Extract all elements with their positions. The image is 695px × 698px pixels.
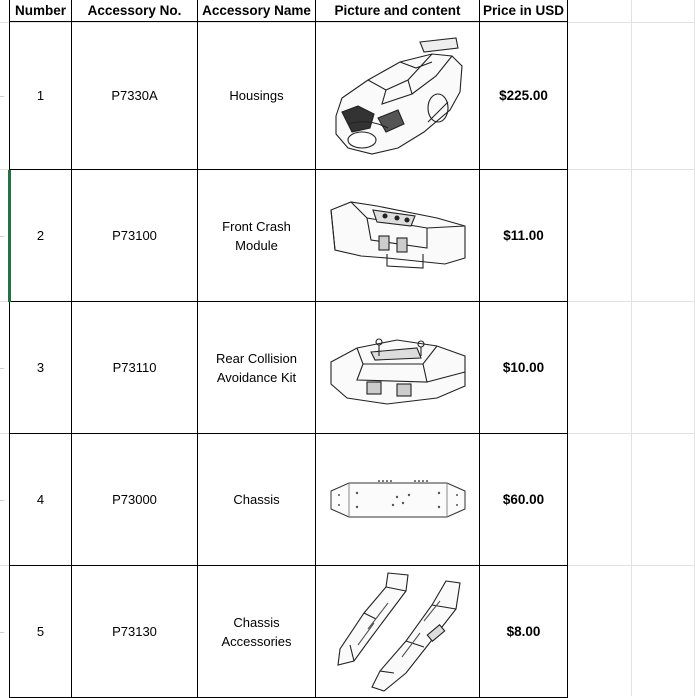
cell-number[interactable]: 2 [10, 170, 72, 302]
front-bumper-module-icon [316, 196, 479, 276]
cell-price[interactable]: $225.00 [480, 22, 568, 170]
header-number[interactable]: Number [10, 0, 72, 22]
cell-price[interactable]: $11.00 [480, 170, 568, 302]
table-row [10, 302, 568, 434]
cell-accessory-name[interactable]: Rear Collision Avoidance Kit [198, 302, 316, 434]
cell-picture[interactable] [316, 170, 480, 302]
cell-accessory-no[interactable]: P73110 [72, 302, 198, 434]
header-accessory-name[interactable]: Accessory Name [198, 0, 316, 22]
cell-price[interactable]: $10.00 [480, 302, 568, 434]
cell-picture[interactable] [316, 566, 480, 698]
side-skirt-guards-icon [316, 569, 479, 695]
cell-number[interactable]: 4 [10, 434, 72, 566]
cell-number[interactable]: 3 [10, 302, 72, 434]
header-price[interactable]: Price in USD [480, 0, 568, 22]
cell-number[interactable]: 1 [10, 22, 72, 170]
table-row [10, 22, 568, 170]
table-row [10, 434, 568, 566]
cell-accessory-name[interactable]: Chassis [198, 434, 316, 566]
cell-accessory-name[interactable]: Front Crash Module [198, 170, 316, 302]
cell-number[interactable]: 5 [10, 566, 72, 698]
header-accessory-no[interactable]: Accessory No. [72, 0, 198, 22]
cell-accessory-no[interactable]: P73130 [72, 566, 198, 698]
car-body-shell-icon [316, 32, 479, 160]
header-picture[interactable]: Picture and content [316, 0, 480, 22]
header-row [10, 0, 568, 22]
cell-accessory-name[interactable]: Housings [198, 22, 316, 170]
cell-picture[interactable] [316, 302, 480, 434]
cell-picture[interactable] [316, 434, 480, 566]
chassis-plate-icon [316, 475, 479, 525]
cell-accessory-no[interactable]: P73100 [72, 170, 198, 302]
cell-price[interactable]: $8.00 [480, 566, 568, 698]
table-row [10, 170, 568, 302]
cell-selection-indicator [8, 170, 11, 302]
cell-picture[interactable] [316, 22, 480, 170]
accessory-price-table [9, 0, 568, 698]
cell-accessory-name[interactable]: Chassis Accessories [198, 566, 316, 698]
rear-bumper-kit-icon [316, 328, 479, 408]
cell-accessory-no[interactable]: P7330A [72, 22, 198, 170]
cell-accessory-no[interactable]: P73000 [72, 434, 198, 566]
cell-price[interactable]: $60.00 [480, 434, 568, 566]
table-row [10, 566, 568, 698]
